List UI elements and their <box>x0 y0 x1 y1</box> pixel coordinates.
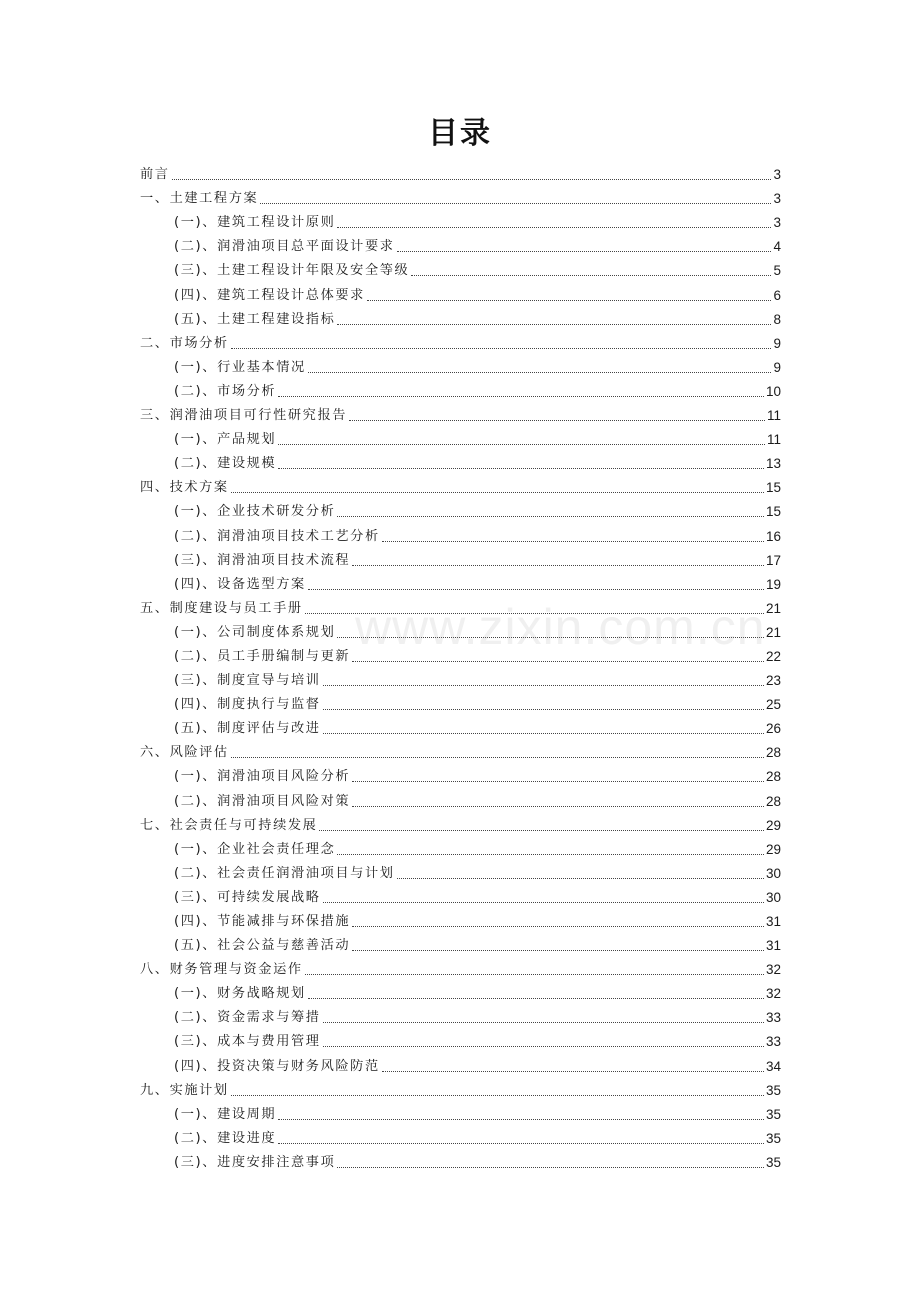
toc-entry[interactable] <box>140 232 781 256</box>
toc-entry-label[interactable]: (四)、节能减排与环保措施 <box>174 914 351 929</box>
toc-entry-page-number[interactable]: 29 <box>765 841 781 857</box>
toc-dot-leader <box>172 179 772 180</box>
toc-entry-page-number[interactable]: 17 <box>765 552 781 568</box>
toc-entry-label[interactable]: (一)、润滑油项目风险分析 <box>174 769 351 785</box>
toc-entry-page-number[interactable]: 16 <box>765 528 781 544</box>
toc-entry[interactable] <box>140 931 781 955</box>
toc-entry[interactable] <box>140 449 781 473</box>
toc-entry-page-number[interactable]: 30 <box>765 889 781 905</box>
toc-entry-label[interactable]: 四、技术方案 <box>140 480 229 496</box>
toc-entry[interactable] <box>140 280 781 304</box>
toc-entry[interactable] <box>140 690 781 714</box>
toc-dot-leader <box>337 227 771 228</box>
toc-entry[interactable] <box>140 979 781 1003</box>
toc-entry-label[interactable]: (五)、土建工程建设指标 <box>174 311 336 327</box>
toc-entry-page-number[interactable]: 31 <box>765 938 781 954</box>
toc-dot-leader <box>231 348 772 349</box>
toc-dot-leader <box>352 565 764 566</box>
toc-entry-label[interactable]: (一)、公司制度体系规划 <box>174 624 336 640</box>
table-of-contents <box>140 160 781 1172</box>
toc-dot-leader <box>323 685 764 686</box>
toc-entry[interactable] <box>140 329 781 353</box>
toc-entry-page-number[interactable]: 8 <box>773 311 781 327</box>
toc-entry-page-number[interactable]: 21 <box>765 624 781 640</box>
toc-entry[interactable] <box>140 786 781 810</box>
toc-entry[interactable] <box>140 883 781 907</box>
toc-entry[interactable] <box>140 401 781 425</box>
toc-entry[interactable] <box>140 425 781 449</box>
toc-entry-label[interactable]: (三)、进度安排注意事项 <box>174 1154 336 1170</box>
toc-entry-page-number[interactable]: 22 <box>765 648 781 664</box>
toc-entry-label[interactable]: (三)、可持续发展战略 <box>174 889 321 905</box>
toc-entry[interactable] <box>140 497 781 521</box>
toc-entry-page-number[interactable]: 28 <box>765 793 781 809</box>
toc-entry-label[interactable]: 六、风险评估 <box>140 745 229 761</box>
toc-entry-label[interactable]: (一)、财务战略规划 <box>174 986 306 1002</box>
toc-entry-page-number[interactable]: 28 <box>765 745 781 761</box>
toc-dot-leader <box>337 516 764 517</box>
toc-entry-label[interactable]: (二)、社会责任润滑油项目与计划 <box>174 865 395 881</box>
toc-dot-leader <box>352 661 764 662</box>
toc-entry[interactable] <box>140 208 781 232</box>
toc-dot-leader <box>278 1143 764 1144</box>
toc-entry[interactable] <box>140 618 781 642</box>
toc-entry-label[interactable]: (二)、建设进度 <box>174 1130 277 1146</box>
toc-dot-leader <box>278 444 765 445</box>
toc-entry-page-number[interactable]: 33 <box>765 1010 781 1026</box>
toc-dot-leader <box>337 324 771 325</box>
toc-entry[interactable] <box>140 666 781 690</box>
toc-entry-page-number[interactable]: 19 <box>765 576 781 592</box>
toc-entry-page-number[interactable]: 9 <box>773 359 781 375</box>
toc-dot-leader <box>397 251 772 252</box>
toc-dot-leader <box>352 781 764 782</box>
toc-entry-label[interactable]: (二)、润滑油项目技术工艺分析 <box>174 528 380 544</box>
toc-entry-label[interactable]: (三)、润滑油项目技术流程 <box>174 552 351 568</box>
toc-entry-label[interactable]: (一)、产品规划 <box>174 432 277 448</box>
toc-entry-page-number[interactable]: 4 <box>773 239 781 255</box>
toc-entry-label[interactable]: (一)、行业基本情况 <box>174 359 306 375</box>
toc-dot-leader <box>382 1071 764 1072</box>
toc-entry-page-number[interactable]: 3 <box>773 215 781 231</box>
toc-dot-leader <box>367 300 772 301</box>
toc-entry-label[interactable]: 七、社会责任与可持续发展 <box>140 817 318 833</box>
toc-entry-page-number[interactable]: 33 <box>765 1034 781 1050</box>
toc-entry-label[interactable]: (三)、成本与费用管理 <box>174 1034 321 1050</box>
toc-entry[interactable] <box>140 546 781 570</box>
toc-dot-leader <box>260 203 771 204</box>
toc-entry-label[interactable]: 二、市场分析 <box>140 335 229 351</box>
toc-entry-label[interactable]: 八、财务管理与资金运作 <box>140 962 303 978</box>
toc-entry-page-number[interactable]: 23 <box>765 673 781 689</box>
toc-dot-leader <box>305 613 764 614</box>
toc-dot-leader <box>278 396 764 397</box>
toc-dot-leader <box>319 830 764 831</box>
toc-entry[interactable] <box>140 955 781 979</box>
toc-entry-page-number[interactable]: 11 <box>766 432 781 448</box>
toc-entry-label[interactable]: (一)、企业社会责任理念 <box>174 841 336 857</box>
toc-entry-label[interactable]: 五、制度建设与员工手册 <box>140 600 303 616</box>
toc-entry[interactable] <box>140 1100 781 1124</box>
toc-dot-leader <box>308 589 764 590</box>
toc-entry-page-number[interactable]: 6 <box>773 287 781 303</box>
toc-entry[interactable] <box>140 521 781 545</box>
toc-entry[interactable] <box>140 859 781 883</box>
toc-dot-leader <box>382 541 764 542</box>
toc-entry-page-number[interactable]: 29 <box>765 817 781 833</box>
toc-entry[interactable] <box>140 907 781 931</box>
toc-entry-page-number[interactable]: 10 <box>765 383 781 399</box>
toc-entry[interactable] <box>140 256 781 280</box>
toc-dot-leader <box>308 372 772 373</box>
toc-entry-label[interactable]: (三)、土建工程设计年限及安全等级 <box>174 263 410 279</box>
toc-entry-label[interactable]: (二)、润滑油项目风险对策 <box>174 793 351 809</box>
toc-entry-page-number[interactable]: 35 <box>765 1154 781 1170</box>
toc-entry[interactable] <box>140 1076 781 1100</box>
toc-dot-leader <box>397 878 764 879</box>
toc-entry-label[interactable]: (四)、建筑工程设计总体要求 <box>174 287 365 303</box>
toc-entry[interactable] <box>140 160 781 184</box>
toc-entry-page-number[interactable]: 21 <box>765 600 781 616</box>
toc-entry-label[interactable]: 三、润滑油项目可行性研究报告 <box>140 408 348 424</box>
toc-entry-label[interactable]: (二)、建设规模 <box>174 456 277 472</box>
toc-entry-page-number[interactable]: 34 <box>765 1058 781 1074</box>
toc-entry[interactable] <box>140 1124 781 1148</box>
toc-dot-leader <box>278 1119 764 1120</box>
toc-entry-label[interactable]: (二)、员工手册编制与更新 <box>174 648 351 664</box>
toc-entry[interactable] <box>140 570 781 594</box>
toc-entry[interactable] <box>140 184 781 208</box>
toc-entry-page-number[interactable]: 32 <box>765 986 781 1002</box>
toc-dot-leader <box>323 733 764 734</box>
toc-entry-page-number[interactable]: 31 <box>765 914 781 929</box>
toc-dot-leader <box>411 275 771 276</box>
toc-entry[interactable] <box>140 1003 781 1027</box>
toc-entry-page-number[interactable]: 35 <box>765 1082 781 1098</box>
toc-entry-page-number[interactable]: 11 <box>766 408 781 424</box>
toc-entry[interactable] <box>140 377 781 401</box>
toc-entry-label[interactable]: (五)、制度评估与改进 <box>174 721 321 737</box>
toc-entry[interactable] <box>140 642 781 666</box>
toc-entry[interactable] <box>140 594 781 618</box>
toc-entry[interactable] <box>140 1148 781 1172</box>
toc-entry-page-number[interactable]: 25 <box>765 697 781 713</box>
toc-dot-leader <box>337 854 764 855</box>
toc-entry-page-number[interactable]: 3 <box>773 191 781 207</box>
toc-entry-page-number[interactable]: 15 <box>765 480 781 496</box>
toc-entry-page-number[interactable]: 3 <box>773 167 781 183</box>
toc-dot-leader <box>323 902 764 903</box>
toc-entry-page-number[interactable]: 35 <box>765 1130 781 1146</box>
toc-entry-label[interactable]: (一)、企业技术研发分析 <box>174 504 336 520</box>
toc-dot-leader <box>337 1167 764 1168</box>
toc-entry-label[interactable]: (二)、资金需求与筹措 <box>174 1010 321 1026</box>
watermark: www.zixin.com.cn <box>355 599 766 655</box>
toc-entry-page-number[interactable]: 28 <box>765 769 781 785</box>
toc-dot-leader <box>323 1022 764 1023</box>
toc-dot-leader <box>352 806 764 807</box>
toc-dot-leader <box>278 468 764 469</box>
toc-entry[interactable] <box>140 1027 781 1051</box>
toc-entry[interactable] <box>140 473 781 497</box>
toc-entry[interactable] <box>140 811 781 835</box>
toc-entry[interactable] <box>140 714 781 738</box>
toc-entry[interactable] <box>140 305 781 329</box>
toc-entry-page-number[interactable]: 15 <box>765 504 781 520</box>
toc-entry[interactable] <box>140 738 781 762</box>
toc-entry-page-number[interactable]: 9 <box>773 335 781 351</box>
toc-entry-page-number[interactable]: 30 <box>765 865 781 881</box>
toc-entry-label[interactable]: (二)、市场分析 <box>174 383 277 399</box>
toc-entry-label[interactable]: 九、实施计划 <box>140 1082 229 1098</box>
toc-entry-label[interactable]: (四)、投资决策与财务风险防范 <box>174 1058 380 1074</box>
toc-dot-leader <box>352 950 764 951</box>
toc-dot-leader <box>305 974 764 975</box>
toc-dot-leader <box>231 492 764 493</box>
toc-entry-label[interactable]: (二)、润滑油项目总平面设计要求 <box>174 239 395 255</box>
toc-dot-leader <box>231 1095 764 1096</box>
toc-entry-page-number[interactable]: 13 <box>765 456 781 472</box>
toc-entry-label[interactable]: (四)、制度执行与监督 <box>174 697 321 713</box>
toc-dot-leader <box>349 420 765 421</box>
toc-entry-page-number[interactable]: 32 <box>765 962 781 978</box>
toc-entry-page-number[interactable]: 35 <box>765 1106 781 1122</box>
toc-entry[interactable] <box>140 835 781 859</box>
toc-entry-label[interactable]: (四)、设备选型方案 <box>174 576 306 592</box>
toc-entry-label[interactable]: 前言 <box>140 167 170 183</box>
toc-entry-page-number[interactable]: 26 <box>765 721 781 737</box>
toc-entry[interactable] <box>140 353 781 377</box>
page-title: 目录 <box>428 116 492 151</box>
toc-dot-leader <box>231 757 764 758</box>
toc-dot-leader <box>323 709 764 710</box>
toc-dot-leader <box>352 926 764 927</box>
toc-entry[interactable] <box>140 762 781 786</box>
toc-entry-label[interactable]: (一)、建设周期 <box>174 1106 277 1122</box>
toc-dot-leader <box>323 1046 764 1047</box>
toc-entry[interactable] <box>140 1051 781 1075</box>
toc-entry-page-number[interactable]: 5 <box>773 263 781 279</box>
toc-entry-label[interactable]: (五)、社会公益与慈善活动 <box>174 938 351 954</box>
toc-entry-label[interactable]: (一)、建筑工程设计原则 <box>174 215 336 231</box>
toc-dot-leader <box>308 998 764 999</box>
toc-entry-label[interactable]: (三)、制度宣导与培训 <box>174 673 321 689</box>
toc-dot-leader <box>337 637 764 638</box>
toc-entry-label[interactable]: 一、土建工程方案 <box>140 191 259 207</box>
